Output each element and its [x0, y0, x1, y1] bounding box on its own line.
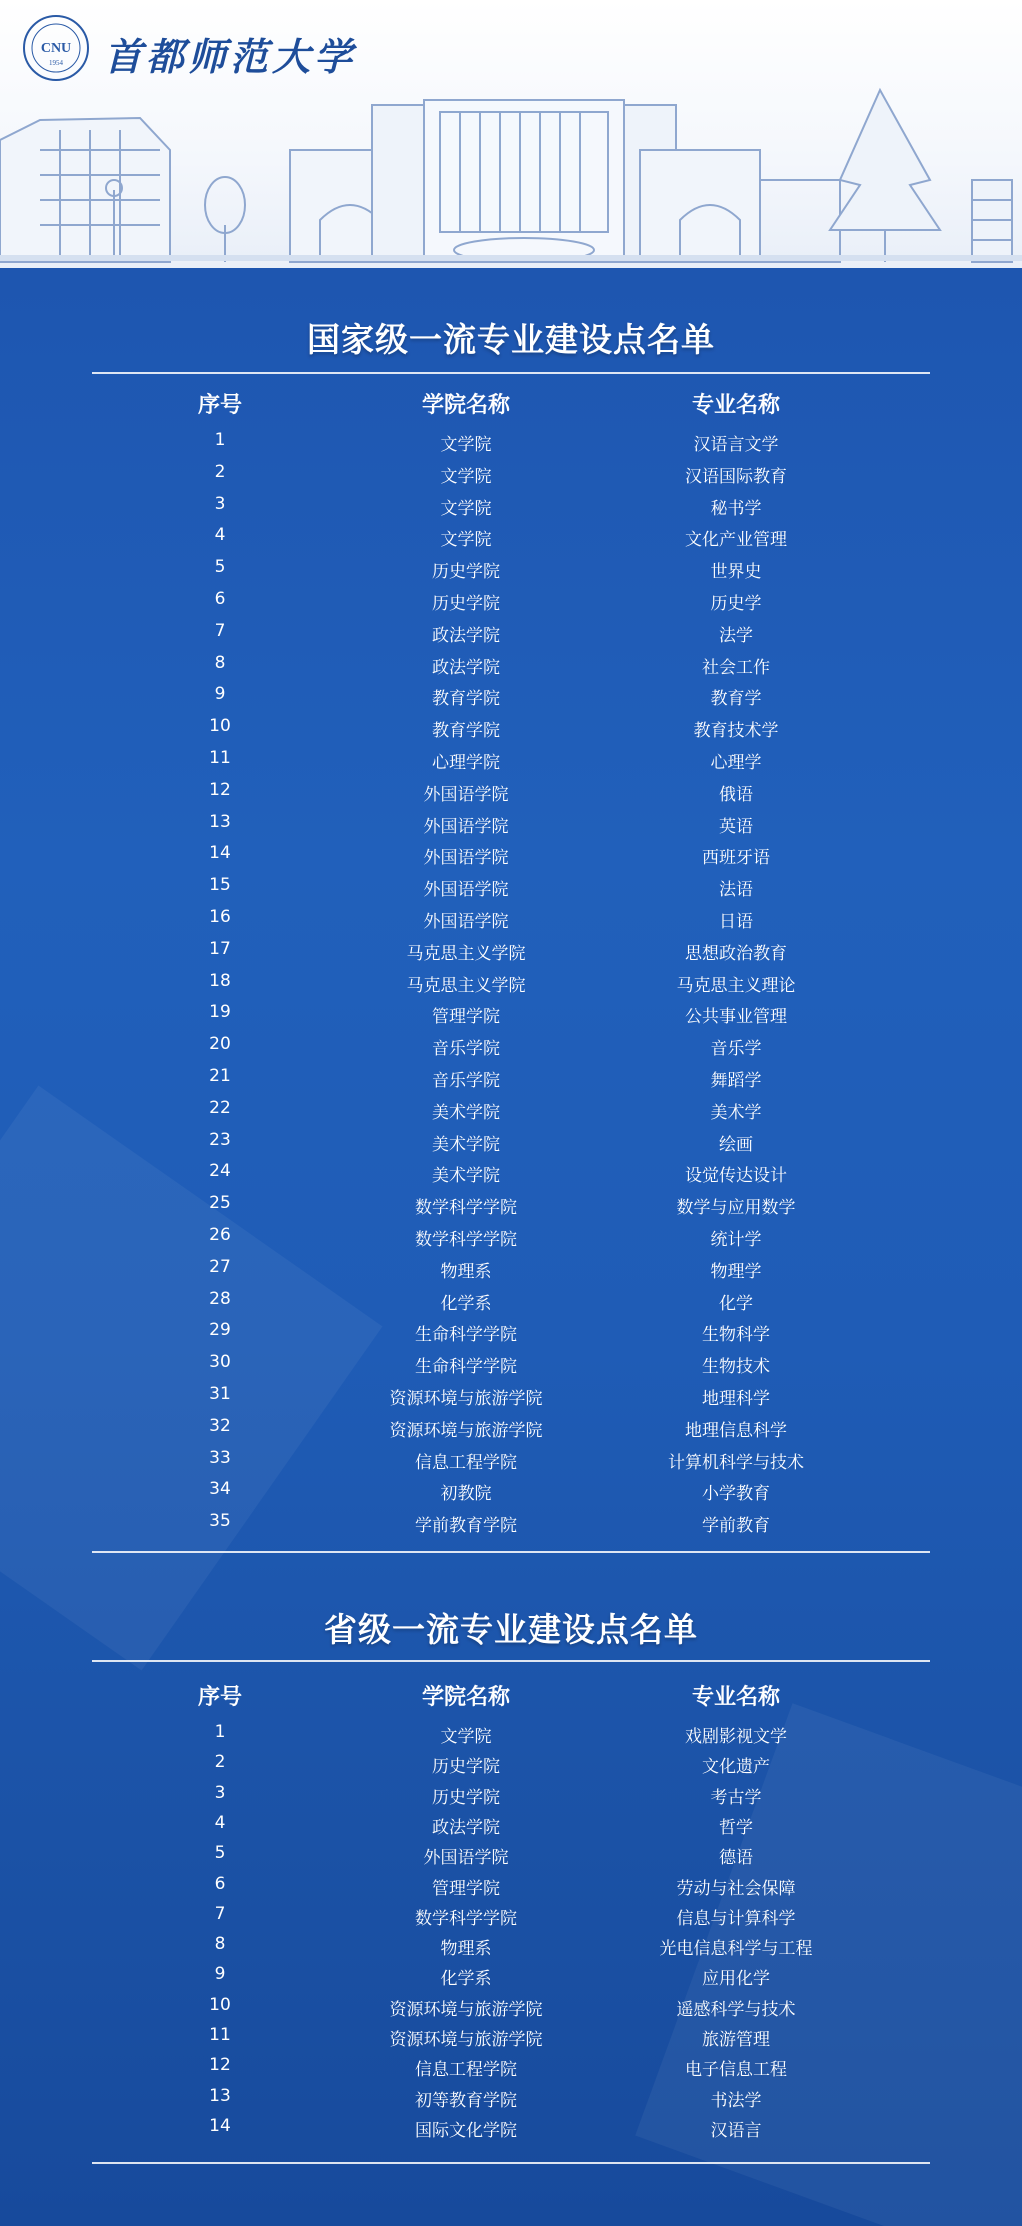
- row-college: 数学科学学院: [415, 1230, 517, 1250]
- row-major: 教育技术学: [693, 721, 779, 742]
- row-college: 资源环境与旅游学院: [389, 1999, 543, 2020]
- row-college: 物理系: [440, 1939, 492, 1960]
- row-number: 4: [214, 1812, 226, 1833]
- table-row: [0, 462, 1022, 492]
- row-major: 统计学: [710, 1230, 762, 1250]
- row-college: 外国语学院: [423, 912, 509, 932]
- row-major: 生物技术: [702, 1357, 770, 1378]
- row-number: 9: [214, 1964, 226, 1985]
- table-row: [0, 843, 1022, 873]
- row-college: 初等教育学院: [415, 2090, 517, 2111]
- table-row: [0, 1416, 1022, 1446]
- logo-text: CNU: [40, 41, 72, 56]
- provincial-section: [0, 1568, 1022, 2226]
- row-college: 美术学院: [432, 1166, 500, 1187]
- table-row: [0, 525, 1022, 555]
- table-row: [0, 971, 1022, 1001]
- row-number: 22: [209, 1097, 231, 1118]
- row-college: 文学院: [440, 466, 492, 487]
- row-number: 8: [214, 1934, 226, 1955]
- row-number: 4: [214, 525, 226, 546]
- row-college: 美术学院: [432, 1102, 500, 1123]
- row-number: 14: [209, 843, 231, 864]
- row-major: 西班牙语: [702, 848, 770, 869]
- row-college: 文学院: [440, 498, 492, 519]
- row-college: 管理学院: [432, 1878, 500, 1899]
- table-row: [0, 1783, 1022, 1813]
- table-row: [0, 1193, 1022, 1223]
- row-college: 教育学院: [432, 721, 500, 742]
- table-row: [0, 2116, 1022, 2146]
- table-row: [0, 1034, 1022, 1064]
- row-number: 11: [209, 748, 231, 768]
- row-major: 世界史: [710, 562, 762, 583]
- row-college: 生命科学学院: [415, 1325, 517, 1346]
- row-number: 32: [209, 1415, 231, 1436]
- row-major: 旅游管理: [702, 2030, 770, 2050]
- row-number: 10: [209, 1994, 231, 2015]
- row-major: 音乐学: [710, 1039, 762, 1060]
- row-number: 26: [209, 1225, 231, 1245]
- row-major: 日语: [719, 912, 753, 932]
- table-row: [0, 1722, 1022, 1752]
- row-college: 音乐学院: [432, 1039, 500, 1060]
- column-header-major: 专业名称: [691, 393, 780, 418]
- row-major: 美术学: [710, 1102, 762, 1123]
- table-row: [0, 907, 1022, 937]
- row-college: 外国语学院: [423, 848, 509, 869]
- row-college: 资源环境与旅游学院: [389, 1389, 543, 1409]
- row-major: 数学与应用数学: [676, 1198, 796, 1219]
- row-number: 5: [214, 1843, 226, 1864]
- column-header-college: 学院名称: [421, 1685, 510, 1710]
- row-major: 法语: [719, 880, 753, 901]
- row-number: 12: [209, 779, 231, 800]
- row-number: 16: [209, 907, 231, 927]
- row-major: 心理学: [710, 753, 762, 773]
- table-row: [0, 1995, 1022, 2025]
- row-major: 生物科学: [702, 1325, 770, 1346]
- row-college: 历史学院: [432, 1787, 500, 1808]
- table-row: [0, 1130, 1022, 1160]
- row-number: 8: [214, 652, 226, 673]
- row-college: 信息工程学院: [415, 1452, 517, 1473]
- row-college: 历史学院: [432, 594, 500, 614]
- row-college: 外国语学院: [423, 784, 509, 805]
- table-row: [0, 2086, 1022, 2116]
- row-number: 13: [209, 811, 231, 832]
- table-row: [0, 1934, 1022, 1964]
- row-college: 文学院: [440, 1727, 492, 1747]
- row-college: 生命科学学院: [415, 1357, 517, 1378]
- row-college: 物理系: [440, 1261, 492, 1282]
- row-major: 德语: [719, 1848, 753, 1869]
- table-row: [0, 939, 1022, 969]
- row-college: 外国语学院: [423, 1848, 509, 1869]
- table-row: [0, 494, 1022, 524]
- row-number: 27: [209, 1256, 231, 1277]
- row-number: 34: [209, 1479, 231, 1500]
- table-row: [0, 1320, 1022, 1350]
- row-number: 6: [214, 589, 226, 609]
- row-number: 15: [209, 875, 231, 896]
- row-major: 汉语国际教育: [685, 466, 787, 487]
- table-row: [0, 1161, 1022, 1191]
- row-major: 汉语言: [710, 2120, 762, 2141]
- row-number: 14: [209, 2115, 231, 2136]
- row-college: 管理学院: [432, 1007, 500, 1028]
- table-row: [0, 1904, 1022, 1934]
- row-major: 应用化学: [702, 1969, 770, 1990]
- table-row: [0, 1843, 1022, 1873]
- table-row: [0, 812, 1022, 842]
- divider-line: [92, 1660, 930, 1662]
- row-major: 考古学: [710, 1787, 762, 1808]
- row-college: 心理学院: [432, 753, 500, 773]
- table-row: [0, 780, 1022, 810]
- table-row: [0, 589, 1022, 619]
- table-row: [0, 653, 1022, 683]
- row-number: 35: [209, 1511, 231, 1532]
- row-number: 5: [214, 557, 226, 578]
- table-row: [0, 1874, 1022, 1904]
- row-number: 23: [209, 1129, 231, 1150]
- table-row: [0, 1511, 1022, 1541]
- row-number: 12: [209, 2055, 231, 2076]
- row-major: 思想政治教育: [685, 943, 787, 964]
- row-college: 数学科学学院: [415, 1908, 517, 1929]
- row-number: 17: [209, 938, 231, 959]
- row-college: 历史学院: [432, 562, 500, 583]
- divider-line: [92, 1551, 930, 1553]
- row-number: 7: [214, 620, 226, 641]
- page-header: [0, 0, 1022, 268]
- row-college: 学前教育学院: [415, 1516, 517, 1537]
- row-major: 信息与计算科学: [676, 1908, 796, 1929]
- row-number: 29: [209, 1320, 231, 1341]
- row-college: 政法学院: [432, 625, 500, 646]
- table-row: [0, 1289, 1022, 1319]
- table-row: [0, 1098, 1022, 1128]
- row-number: 20: [209, 1034, 231, 1055]
- provincial-section-title: 省级一流专业建设点名单: [324, 1610, 698, 1649]
- row-major: 法学: [719, 625, 753, 646]
- row-number: 11: [209, 2025, 231, 2045]
- row-college: 教育学院: [432, 689, 500, 710]
- row-number: 28: [209, 1288, 231, 1309]
- table-row: [0, 430, 1022, 460]
- row-number: 7: [214, 1903, 226, 1924]
- row-major: 地理科学: [702, 1389, 770, 1409]
- table-row: [0, 748, 1022, 778]
- row-major: 俄语: [719, 784, 753, 805]
- table-row: [0, 716, 1022, 746]
- row-major: 光电信息科学与工程: [659, 1939, 813, 1960]
- row-major: 哲学: [719, 1817, 753, 1838]
- row-college: 政法学院: [432, 657, 500, 678]
- row-college: 美术学院: [432, 1134, 500, 1155]
- row-number: 3: [214, 493, 226, 514]
- column-header-college: 学院名称: [421, 393, 510, 418]
- row-major: 舞蹈学: [710, 1071, 762, 1091]
- row-number: 3: [214, 1782, 226, 1803]
- logo-year: 1954: [49, 59, 63, 67]
- divider-line: [92, 2162, 930, 2164]
- row-number: 1: [214, 430, 226, 450]
- row-number: 33: [209, 1447, 231, 1468]
- row-number: 9: [214, 684, 226, 705]
- table-row: [0, 2025, 1022, 2055]
- national-section: [0, 268, 1022, 1568]
- row-college: 音乐学院: [432, 1071, 500, 1091]
- row-major: 化学: [719, 1293, 753, 1314]
- row-number: 1: [214, 1722, 226, 1742]
- divider-line: [92, 372, 930, 374]
- column-header-major: 专业名称: [691, 1685, 780, 1710]
- row-college: 化学系: [440, 1293, 492, 1314]
- row-number: 24: [209, 1161, 231, 1182]
- university-logo: [22, 14, 90, 82]
- table-row: [0, 875, 1022, 905]
- row-number: 10: [209, 716, 231, 737]
- row-number: 30: [209, 1352, 231, 1373]
- row-major: 历史学: [710, 594, 762, 614]
- table-row: [0, 1066, 1022, 1096]
- table-row: [0, 1752, 1022, 1782]
- table-row: [0, 1448, 1022, 1478]
- table-row: [0, 684, 1022, 714]
- table-row: [0, 1813, 1022, 1843]
- table-row: [0, 1225, 1022, 1255]
- table-row: [0, 1479, 1022, 1509]
- row-major: 英语: [719, 816, 753, 837]
- row-college: 文学院: [440, 435, 492, 455]
- row-college: 初教院: [440, 1484, 492, 1505]
- national-section-title: 国家级一流专业建设点名单: [307, 320, 715, 359]
- column-header-number: 序号: [197, 393, 242, 418]
- row-major: 马克思主义理论: [676, 975, 796, 996]
- row-college: 信息工程学院: [415, 2060, 517, 2081]
- row-college: 外国语学院: [423, 880, 509, 901]
- table-row: [0, 557, 1022, 587]
- row-college: 政法学院: [432, 1817, 500, 1838]
- row-major: 秘书学: [710, 498, 762, 519]
- table-row: [0, 621, 1022, 651]
- row-college: 历史学院: [432, 1757, 500, 1778]
- row-number: 21: [209, 1066, 231, 1086]
- row-college: 外国语学院: [423, 816, 509, 837]
- row-major: 绘画: [719, 1134, 753, 1155]
- row-college: 文学院: [440, 530, 492, 551]
- row-major: 地理信息科学: [685, 1420, 787, 1441]
- row-major: 社会工作: [702, 657, 770, 678]
- row-number: 2: [214, 461, 226, 482]
- row-college: 马克思主义学院: [406, 943, 526, 964]
- row-college: 国际文化学院: [415, 2120, 517, 2141]
- row-college: 化学系: [440, 1969, 492, 1990]
- row-college: 资源环境与旅游学院: [389, 1420, 543, 1441]
- main-content: [0, 268, 1022, 2226]
- row-major: 劳动与社会保障: [676, 1878, 796, 1899]
- row-major: 学前教育: [702, 1516, 770, 1537]
- row-number: 13: [209, 2085, 231, 2106]
- table-row: [0, 1352, 1022, 1382]
- row-major: 教育学: [710, 689, 762, 710]
- row-major: 遥感科学与技术: [676, 1999, 796, 2020]
- row-major: 汉语言文学: [693, 435, 779, 455]
- row-number: 31: [209, 1384, 231, 1404]
- table-row: [0, 1384, 1022, 1414]
- row-number: 18: [209, 970, 231, 991]
- table-row: [0, 1964, 1022, 1994]
- row-number: 25: [209, 1193, 231, 1214]
- row-major: 戏剧影视文学: [685, 1727, 787, 1747]
- row-college: 马克思主义学院: [406, 975, 526, 996]
- row-number: 19: [209, 1002, 231, 1023]
- row-college: 资源环境与旅游学院: [389, 2030, 543, 2050]
- school-name: 首都师范大学: [104, 34, 357, 79]
- table-row: [0, 1257, 1022, 1287]
- row-number: 6: [214, 1873, 226, 1894]
- row-number: 2: [214, 1752, 226, 1773]
- row-major: 公共事业管理: [685, 1007, 787, 1028]
- table-row: [0, 1002, 1022, 1032]
- row-major: 文化遗产: [702, 1757, 770, 1778]
- row-major: 文化产业管理: [685, 530, 787, 551]
- column-header-number: 序号: [197, 1685, 242, 1710]
- row-major: 设觉传达设计: [685, 1166, 787, 1187]
- table-row: [0, 2055, 1022, 2085]
- row-major: 物理学: [710, 1261, 762, 1282]
- row-major: 计算机科学与技术: [668, 1452, 804, 1473]
- row-major: 电子信息工程: [685, 2060, 787, 2081]
- row-college: 数学科学学院: [415, 1198, 517, 1219]
- row-major: 书法学: [710, 2090, 762, 2111]
- row-major: 小学教育: [702, 1484, 770, 1505]
